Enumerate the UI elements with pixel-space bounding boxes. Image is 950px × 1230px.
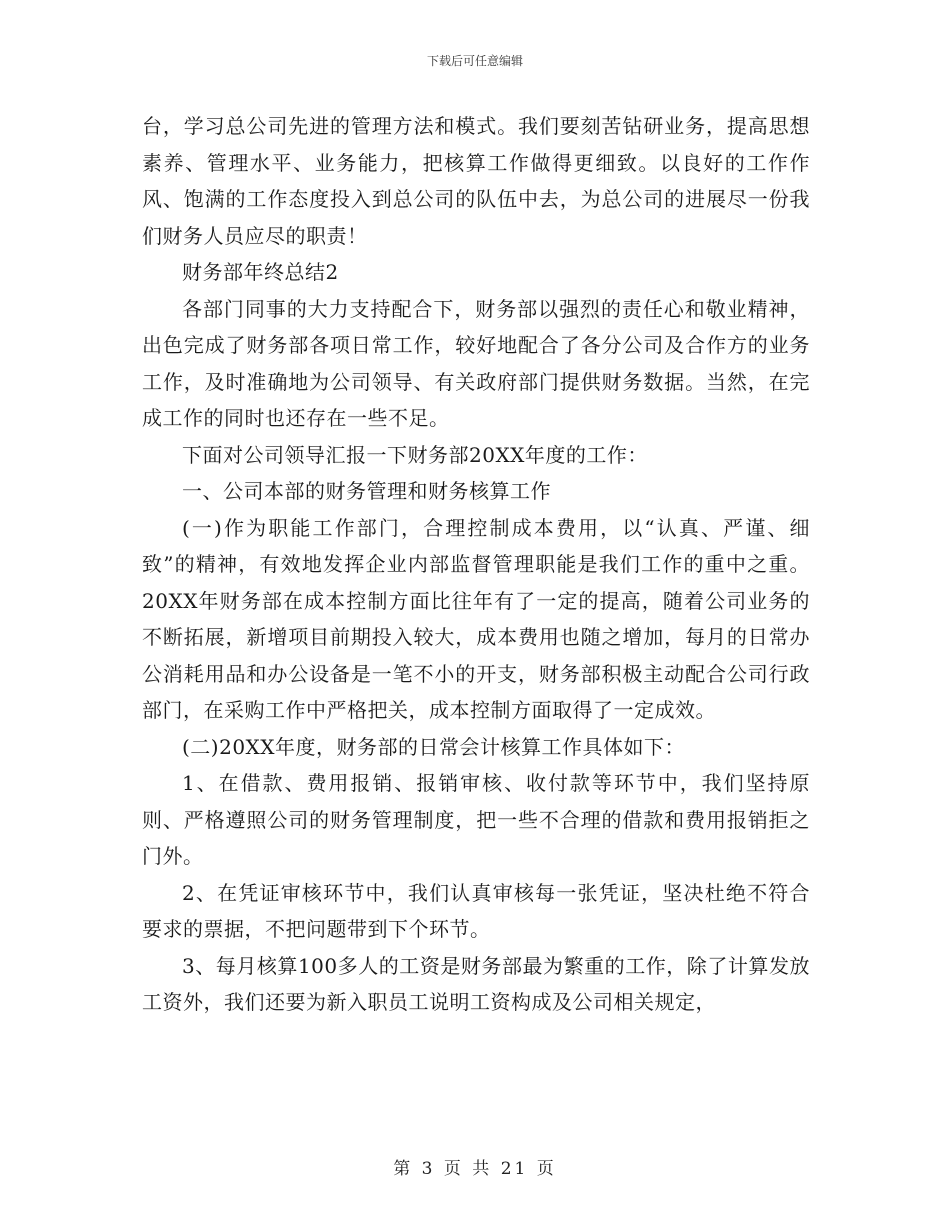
- paragraph-intro: 各部门同事的大力支持配合下，财务部以强烈的责任心和敬业精神，出色完成了财务部各项日常工作，较好地配合了各分公司及合作方的业务工作，及时准确地为公司领导、有关政府部门提供财务数据。当然，在完成工作的同时也还存在一些不足。: [142, 296, 810, 430]
- document-body: [142, 108, 810, 1021]
- page-header-note: 下载后可任意编辑: [426, 54, 523, 68]
- list-item-2: 2、在凭证审核环节中，我们认真审核每一张凭证，坚决杜绝不符合要求的票据，不把问题带到下个环节。: [142, 880, 810, 941]
- section-title: 财务部年终总结2: [182, 260, 339, 284]
- paragraph-report-lead: 下面对公司领导汇报一下财务部20XX年度的工作：: [182, 442, 648, 467]
- paragraph-accounting-lead: (二)20XX年度，财务部的日常会计核算工作具体如下：: [182, 734, 686, 759]
- heading-section-one: 一、公司本部的财务管理和财务核算工作: [182, 479, 551, 503]
- list-item-1: 1、在借款、费用报销、报销审核、收付款等环节中，我们坚持原则、严格遵照公司的财务管理制度，把一些不合理的借款和费用报销拒之门外。: [142, 771, 810, 868]
- paragraph-cost-control: (一)作为职能工作部门，合理控制成本费用，以“认真、严谨、细致”的精神，有效地发挥企业内部监督管理职能是我们工作的重中之重。20XX年财务部在成本控制方面比往年有了一定的提高，随着公司业务的不断拓展，新增项目前期投入较大，成本费用也随之增加，每月的日常办公消耗用品和办公设备是一笔不小的开支，财务部积极主动配合公司行政部门，在采购工作中严格把关，成本控制方面取得了一定成效。: [142, 515, 810, 722]
- page-number: 第 3 页 共 21 页: [393, 1159, 557, 1179]
- list-item-3: 3、每月核算100多人的工资是财务部最为繁重的工作，除了计算发放工资外，我们还要为新入职员工说明工资构成及公司相关规定，: [142, 953, 810, 1014]
- paragraph-continuation: 台，学习总公司先进的管理方法和模式。我们要刻苦钻研业务，提高思想素养、管理水平、业务能力，把核算工作做得更细致。以良好的工作作风、饱满的工作态度投入到总公司的队伍中去，为总公司的进展尽一份我们财务人员应尽的职责！: [142, 114, 810, 248]
